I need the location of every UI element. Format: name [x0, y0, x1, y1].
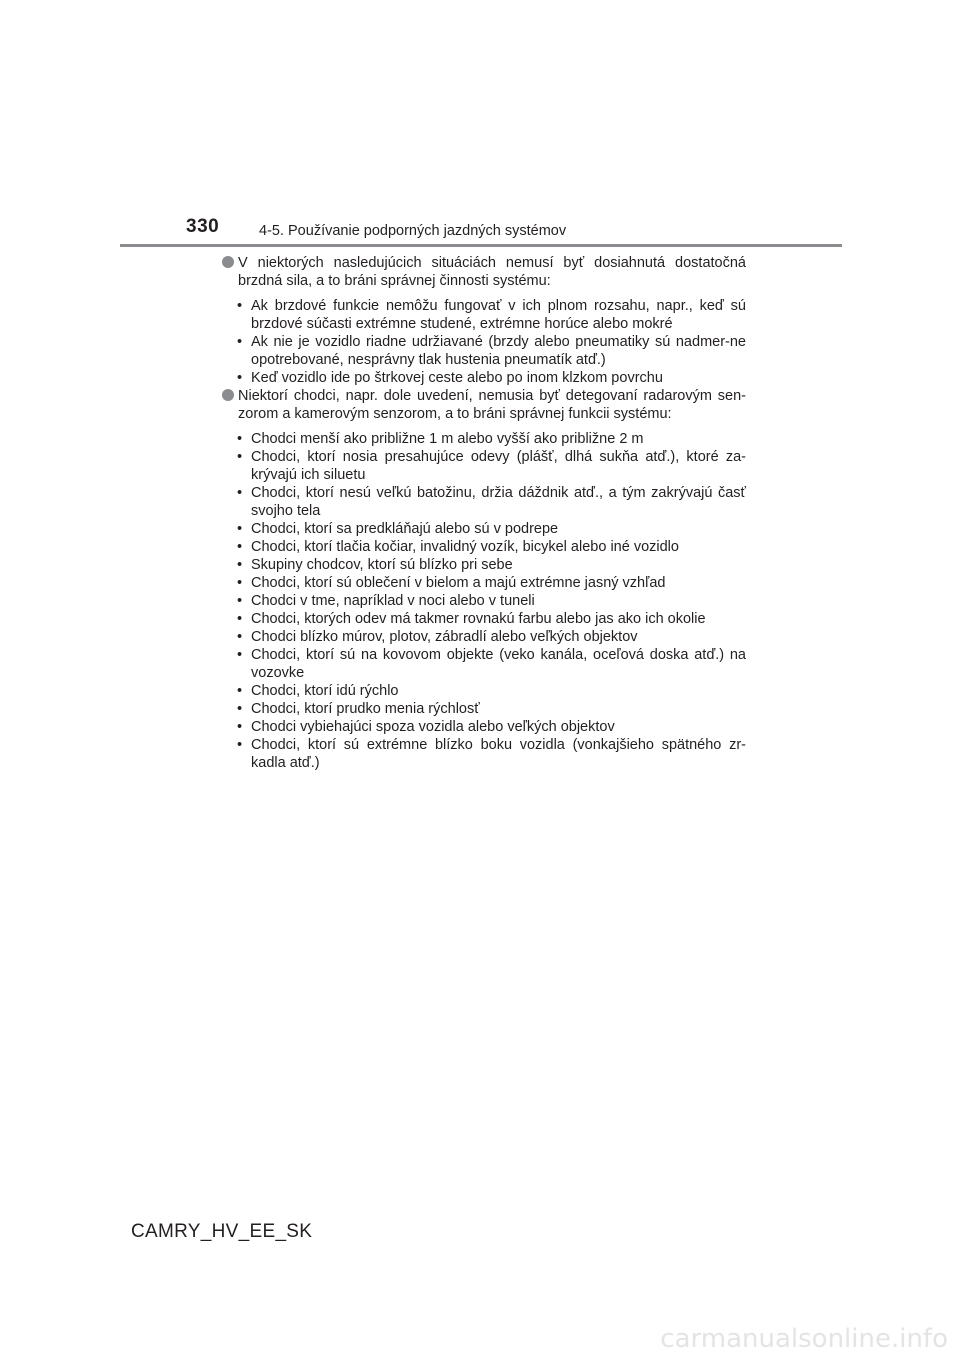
bullet-icon: • [237, 431, 243, 447]
bullet-icon: • [237, 737, 243, 753]
bullet-icon: • [237, 593, 243, 609]
point-text: V niektorých nasledujúcich situáciách nemusí byť dosiahnutá dostatočná brzdná sila, a to bráni správnej činnosti systému: [238, 255, 746, 289]
bullet-icon: • [237, 334, 243, 350]
point-pedestrians [222, 387, 746, 423]
list-item: • Chodci blízko múrov, plotov, zábradlí alebo veľkých objektov [237, 629, 638, 645]
bullet-icon: • [237, 647, 243, 663]
list-item: • Chodci vybiehajúci spoza vozidla alebo veľkých objektov [237, 719, 615, 735]
bullet-icon: • [237, 683, 243, 699]
bullet-icon: • [237, 701, 243, 717]
pedestrian-conditions-list [222, 430, 746, 772]
list-item: • Chodci v tme, napríklad v noci alebo v tuneli [237, 593, 535, 609]
circle-bullet-icon [222, 256, 234, 268]
document-code: CAMRY_HV_EE_SK [131, 1221, 313, 1242]
bullet-icon: • [237, 629, 243, 645]
point-braking [222, 254, 746, 290]
bullet-icon: • [237, 719, 243, 735]
bullet-icon: • [237, 539, 243, 555]
list-item: • Chodci, ktorí idú rýchlo [237, 683, 399, 699]
bullet-icon: • [237, 521, 243, 537]
watermark: carmanualsonline.info [660, 1324, 948, 1354]
circle-bullet-icon [222, 389, 234, 401]
list-item: • Chodci, ktorých odev má takmer rovnakú farbu alebo jas ako ich okolie [237, 611, 706, 627]
point-text: Niektorí chodci, napr. dole uvedení, nemusia byť detegovaní radarovým sen-zorom a kamerovým senzorom, a to bráni správnej funkcii systému: [238, 388, 746, 422]
list-item: • Chodci, ktorí sú oblečení v bielom a majú extrémne jasný vzhľad [237, 575, 666, 591]
bullet-icon: • [237, 449, 243, 465]
list-item: • Chodci, ktorí nosia presahujúce odevy (plášť, dlhá sukňa atď.), ktoré za-krývajú ich siluetu [237, 449, 746, 483]
bullet-icon: • [237, 370, 243, 386]
list-item: • Ak nie je vozidlo riadne udržiavané (brzdy alebo pneumatiky sú nadmer-ne opotrebované, nesprávny tlak hustenia pneumatík atď.) [237, 334, 746, 368]
list-item: • Ak brzdové funkcie nemôžu fungovať v ich plnom rozsahu, napr., keď sú brzdové súčasti extrémne studené, extrémne horúce alebo mokré [237, 298, 746, 332]
list-item: • Skupiny chodcov, ktorí sú blízko pri sebe [237, 557, 513, 573]
list-item: • Chodci, ktorí prudko menia rýchlosť [237, 701, 480, 717]
list-item: • Keď vozidlo ide po štrkovej ceste alebo po inom klzkom povrchu [237, 370, 663, 386]
braking-conditions-list [222, 297, 746, 387]
bullet-icon: • [237, 298, 243, 314]
bullet-icon: • [237, 575, 243, 591]
page-number: 330 [186, 216, 220, 237]
list-item: • Chodci, ktorí sa predkláňajú alebo sú v podrepe [237, 521, 559, 537]
list-item: • Chodci, ktorí sú extrémne blízko boku vozidla (vonkajšieho spätného zr-kadla atď.) [237, 737, 746, 771]
list-item: • Chodci, ktorí tlačia kočiar, invalidný vozík, bicykel alebo iné vozidlo [237, 539, 679, 555]
list-item: • Chodci, ktorí sú na kovovom objekte (veko kanála, oceľová doska atď.) na vozovke [237, 647, 746, 681]
main-content [222, 254, 746, 772]
list-item: • Chodci, ktorí nesú veľkú batožinu, držia dáždnik atď., a tým zakrývajú časť svojho tela [237, 485, 746, 519]
bullet-icon: • [237, 485, 243, 501]
list-item: • Chodci menší ako približne 1 m alebo vyšší ako približne 2 m [237, 431, 644, 447]
bullet-icon: • [237, 611, 243, 627]
bullet-icon: • [237, 557, 243, 573]
header-rule [120, 244, 842, 247]
section-title: 4-5. Používanie podporných jazdných systémov [259, 223, 567, 239]
